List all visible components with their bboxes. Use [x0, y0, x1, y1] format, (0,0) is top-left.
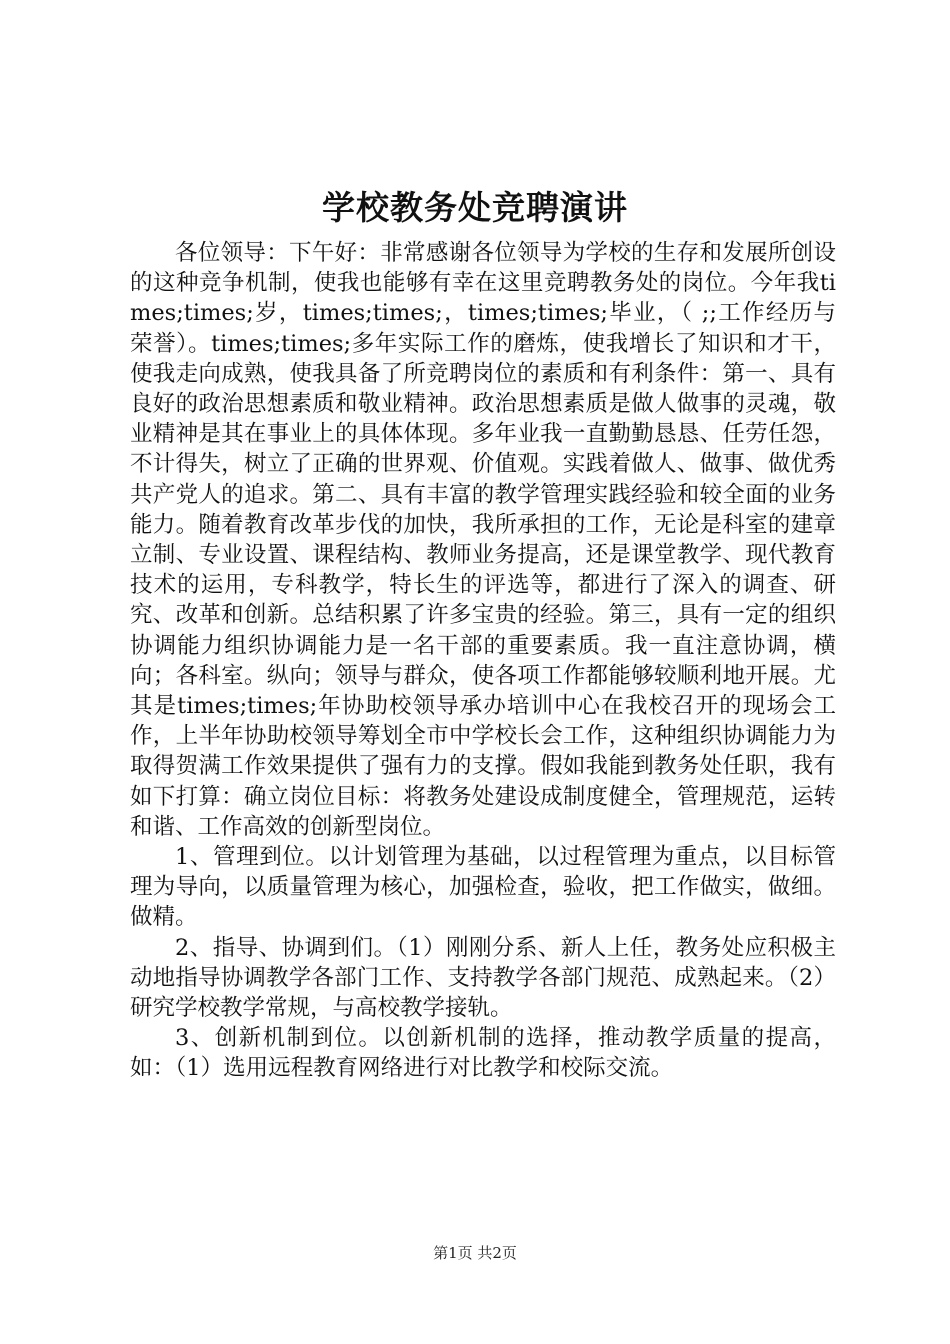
paragraph-intro: 各位领导：下午好：非常感谢各位领导为学校的生存和发展所创设的这种竞争机制，使我也能够有幸在这里竞聘教务处的岗位。今年我times;times;岁，times;times;，times;times;毕业，（ ;;工作经历与荣誉）。times;times;多年实际工作的磨炼，使我增长了知识和才干，使我走向成熟，使我具备了所竞聘岗位的素质和有利条件：第一、具有良好的政治思想素质和敬业精神。政治思想素质是做人做事的灵魂，敬业精神是其在事业上的具体体现。多年业我一直勤勤恳恳、任劳任怨，不计得失，树立了正确的世界观、价值观。实践着做人、做事、做优秀共产党人的追求。第二、具有丰富的教学管理实践经验和较全面的业务能力。随着教育改革步伐的加快，我所承担的工作，无论是科室的建章立制、专业设置、课程结构、教师业务提高，还是课堂教学、现代教育技术的运用，专科教学，特长生的评选等，都进行了深入的调查、研究、改革和创新。总结积累了许多宝贵的经验。第三，具有一定的组织协调能力组织协调能力是一名干部的重要素质。我一直注意协调，横向；各科室。纵向；领导与群众，使各项工作都能够较顺利地开展。尤其是times;times;年协助校领导承办培训中心在我校召开的现场会工作，上半年协助校领导筹划全市中学校长会工作，这种组织协调能力为取得贺满工作效果提供了强有力的支撑。假如我能到教务处任职，我有如下打算：确立岗位目标：将教务处建设成制度健全，管理规范，运转和谐、工作高效的创新型岗位。: [130, 240, 836, 840]
paragraph-item-1: 1、管理到位。以计划管理为基础，以过程管理为重点，以目标管理为导向，以质量管理为核心，加强检查，验收，把工作做实，做细。做精。: [130, 844, 836, 931]
paragraph-item-3: 3、创新机制到位。以创新机制的选择，推动教学质量的提高，如：（1）选用远程教育网络进行对比教学和校际交流。: [130, 1025, 836, 1082]
document-title: 学校教务处竞聘演讲: [322, 188, 628, 227]
page-number-footer: 第1页 共2页: [433, 1244, 517, 1262]
paragraph-item-2: 2、指导、协调到们。（1）刚刚分系、新人上任，教务处应积极主动地指导协调教学各部门工作、支持教学各部门规范、成熟起来。（2）研究学校教学常规，与高校教学接轨。: [130, 934, 836, 1022]
document-body: [130, 238, 836, 1084]
